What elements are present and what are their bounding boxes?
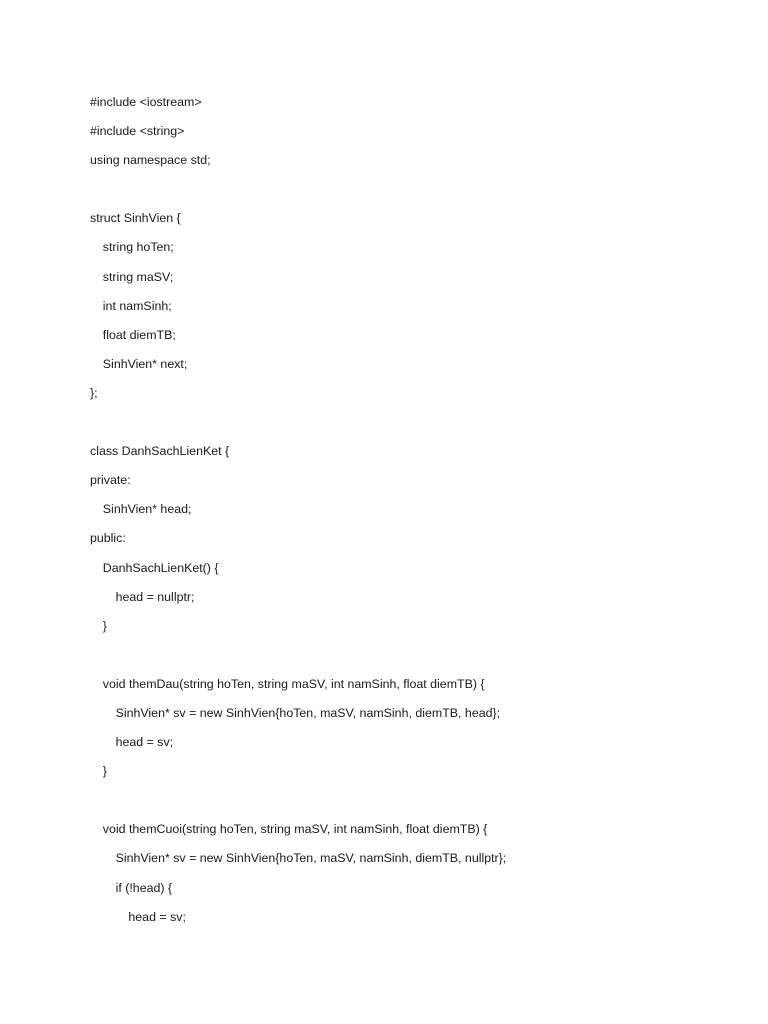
code-line: private: <box>90 473 131 488</box>
code-line: using namespace std; <box>90 153 211 168</box>
code-line: string hoTen; <box>102 240 174 255</box>
code-line: head = sv; <box>115 735 174 750</box>
blank-line <box>90 789 730 818</box>
code-line: struct SinhVien { <box>90 211 181 226</box>
code-line: SinhVien* next; <box>102 356 188 371</box>
code-line: class DanhSachLienKet { <box>90 444 230 459</box>
code-line: } <box>102 618 107 633</box>
code-line: if (!head) { <box>115 880 173 895</box>
code-line: public: <box>90 531 126 546</box>
code-line: } <box>102 764 107 779</box>
code-line: head = nullptr; <box>115 589 195 604</box>
blank-line <box>90 411 730 440</box>
code-line: int namSinh; <box>102 298 172 313</box>
code-line: void themCuoi(string hoTen, string maSV, int namSinh, float diemTB) { <box>102 822 488 837</box>
code-line: head = sv; <box>128 909 186 924</box>
blank-line <box>90 644 730 673</box>
code-line: SinhVien* sv = new SinhVien{hoTen, maSV, namSinh, diemTB, head}; <box>115 705 501 720</box>
code-line: #include <string> <box>90 124 185 139</box>
code-line: SinhVien* sv = new SinhVien{hoTen, maSV, namSinh, diemTB, nullptr}; <box>115 851 507 866</box>
code-line: }; <box>90 385 98 400</box>
code-line: float diemTB; <box>102 327 176 342</box>
code-line: void themDau(string hoTen, string maSV, int namSinh, float diemTB) { <box>102 676 485 691</box>
code-line: DanhSachLienKet() { <box>102 560 219 575</box>
blank-line <box>90 178 730 207</box>
code-line: SinhVien* head; <box>102 502 192 517</box>
code-listing <box>90 91 730 935</box>
code-line: #include <iostream> <box>90 95 202 109</box>
code-line: string maSV; <box>102 269 174 284</box>
